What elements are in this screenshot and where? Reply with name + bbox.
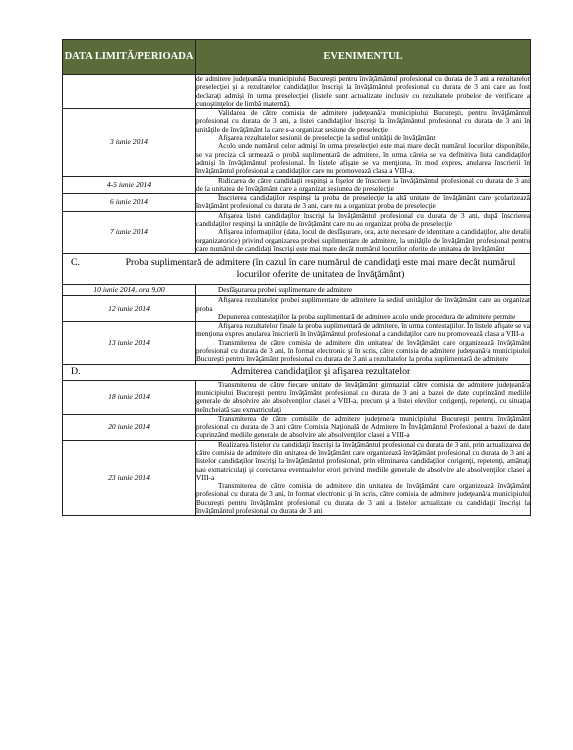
event-text: Afişarea rezultatelor sesiunii de preselecţie la sediul unităţii de învăţământ	[218, 133, 436, 143]
event-text: Afişarea rezultatelor probei suplimentare de admitere la sediul unităţilor de învăţământ care au organizat proba	[196, 295, 530, 313]
section-header-row	[63, 364, 531, 380]
header-date: DATA LIMITĂ/PERIOADA	[63, 40, 196, 75]
section-letter: C.	[71, 257, 80, 269]
event-cell	[196, 194, 531, 212]
table-row	[63, 380, 531, 414]
event-text: de admitere judeţeană/a municipiului Bucureşti pentru învăţământul profesional cu durata de 3 ani a rezultatelor preselecţiei şi a rezultatelor candidaţilor înscrişi la învăţământul profesional cu durata de 3 ani care au fost declaraţi admişi în urma preselecţiei (listele sunt actualizate inclusiv cu rezultatele probelor de verificare a cunoştinţelor de limbă maternă).	[196, 74, 530, 108]
table-row	[63, 109, 531, 176]
section-header	[63, 254, 531, 285]
event-text: Acolo unde numărul celor admişi în urma preselecţiei este mai mare decât numărul locurilor disponibile, se va preciza că urmează o probă suplimentară de admitere, în urma căreia se va definitiva lista candidaţilor admişi în învăţământul profesional. În listele afişate se va menţiona, în mod expres, anularea înscrierii în învăţământul profesional a candidaţilor care nu promovează clasa a VIII-a.	[196, 141, 530, 176]
event-cell	[196, 109, 531, 176]
event-text: Transmiterea de către comisia de admitere din unitatea/ de învăţământ care organizează învăţământ profesional cu durata de 3 ani, în format electronic şi în scris, către comisia de admitere judeţeană/a municipiului Bucureşti pentru învăţământ profesional cu durata de 3 ani a rezultatelor la proba suplimentară de admitere	[196, 337, 530, 364]
header-event: EVENIMENTUL	[196, 40, 531, 75]
event-cell	[196, 285, 531, 296]
table-row	[63, 296, 531, 322]
event-text: Transmiterea de către comisia de admitere din unitatea de învăţământ care organizează învăţământ profesional cu durata de 3 ani, în format electronic şi în scris, către comisia de admitere judeţeană/a municipiului Bucureşti pentru învăţământ profesional cu durata de 3 ani a listelor actualizate cu candidaţii înscrişi la învăţământul profesional cu durata de 3 ani	[196, 481, 530, 516]
event-text: Afişarea rezultatelor finale la proba suplimentară de admitere, în urma contestaţiilor. În listele afişate se va menţiona expres anularea înscrierii în învăţământul profesional a candidaţilor care nu promovează clasa a VIII-a	[196, 321, 530, 339]
event-cell	[196, 176, 531, 194]
section-c	[63, 254, 531, 364]
rows-group-b	[63, 75, 531, 254]
table-row	[63, 322, 531, 364]
event-text: Afişarea listei candidaţilor înscrişi la învăţământul profesional cu durata de 3 ani, după înscrierea candidaţilor respinşi la unităţile de învăţământ care nu au organizat proba de preselecţie	[196, 210, 530, 229]
event-cell	[196, 322, 531, 364]
section-title: Proba suplimentară de admitere (în cazul în care numărul de candidaţi este mai mare decât numărul locurilor oferite de unitatea de învăţământ)	[125, 257, 516, 281]
table-row	[63, 194, 531, 212]
table-row	[63, 176, 531, 194]
date-cell: 3 iunie 2014	[63, 109, 196, 176]
event-cell	[196, 75, 531, 109]
date-cell: 10 iunie 2014, ora 9,00	[63, 285, 196, 296]
event-text: Transmiterea de către fiecare unitate de învăţământ gimnazial către comisia de admitere judeţeană/a municipiului Bucureşti pentru învăţământ profesional cu durata de 3 ani a bazei de date cuprinzând mediile generale de absolvire ale absolvenţilor clasei a VIII-a, precum şi a listei elevilor corigenţi, repetenţi, cu situaţia neîncheiată sau exmatriculaţi	[196, 379, 530, 414]
section-header	[63, 364, 531, 380]
event-cell	[196, 440, 531, 516]
event-text: Realizarea listelor cu candidaţii înscrişi la învăţământul profesional cu durata de 3 ani, prin actualizarea de către comisia de admitere din unitatea de învăţământ care organizează învăţământ profesional cu durata de 3 ani a listelor candidaţilor înscrişi la învăţământul profesional, prin eliminarea candidaţilor corigenţi, repetenţi, amânaţi sau exmatriculaţi şi corectarea eventualelor erori privind mediile generale de absolvire ale absolvenţilor clasei a VIII-a	[196, 439, 530, 482]
table-row	[63, 75, 531, 109]
event-text: Depunerea contestaţiilor la proba suplimentară de admitere acolo unde procedura de admitere permite	[218, 311, 516, 321]
section-letter: D.	[71, 366, 81, 378]
table-header-row	[63, 40, 531, 75]
date-cell	[63, 75, 196, 109]
date-cell: 13 iunie 2014	[63, 322, 196, 364]
event-text: Afişarea informaţiilor (data, locul de desfăşurare, ora, acte necesare de identitate a candidaţilor, alte detalii organizatorice) privind organizarea probei suplimentare de admitere, la unităţile de învăţământ profesional pentru care numărul de candidaţi înscrişi este mai mare decât numărul locurilor oferite de unitatea de învăţământ	[196, 227, 530, 253]
section-title: Admiterea candidaţilor şi afişarea rezultatelor	[230, 366, 411, 378]
event-cell	[196, 380, 531, 414]
schedule-table	[62, 39, 531, 516]
event-cell	[196, 296, 531, 322]
table-row	[63, 414, 531, 440]
event-cell	[196, 414, 531, 440]
date-cell: 12 iunie 2014	[63, 296, 196, 322]
date-cell: 20 iunie 2014	[63, 414, 196, 440]
event-text: Transmiterea de către comisiile de admitere judeţene/a municipiului Bucureşti pentru învăţământ profesional cu durata de 3 ani către Comisia Naţională de Admitere în Învăţământul Profesional a bazei de date cuprinzând mediile generale de absolvire ale absolvenţilor clasei a VIII-a	[196, 413, 530, 440]
date-cell: 18 iunie 2014	[63, 380, 196, 414]
table-row	[63, 440, 531, 516]
date-cell: 7 iunie 2014	[63, 211, 196, 253]
event-cell	[196, 211, 531, 253]
date-cell: 6 iunie 2014	[63, 194, 196, 212]
section-header-row	[63, 254, 531, 285]
event-text: Ridicarea de către candidaţii respinşi a fişelor de înscriere la învăţământul profesional cu durata de 3 ani de la unitatea de învăţământ care a organizat sesiunea de preselecţie	[196, 175, 530, 193]
event-text: Desfăşurarea probei suplimentare de admitere	[218, 285, 353, 295]
section-d	[63, 364, 531, 516]
event-text: Validarea de către comisia de admitere judeţeană/a municipiului Bucureşti, pentru învăţământul profesional cu durata de 3 ani, a listei candidaţilor înscrişi la învăţământul profesional cu durata de 3 ani în unităţile de învăţământ la care s-a organizat sesiune de preselecţie	[196, 108, 530, 134]
event-text: Înscrierea candidaţilor respinşi la proba de preselecţie la altă unitate de învăţământ care şcolarizează învăţământ profesional cu durata de 3 ani, care nu a organizat proba de preselecţie	[196, 193, 530, 211]
table-row	[63, 285, 531, 296]
date-cell: 4-5 iunie 2014	[63, 176, 196, 194]
date-cell: 23 iunie 2014	[63, 440, 196, 516]
table-row	[63, 211, 531, 253]
